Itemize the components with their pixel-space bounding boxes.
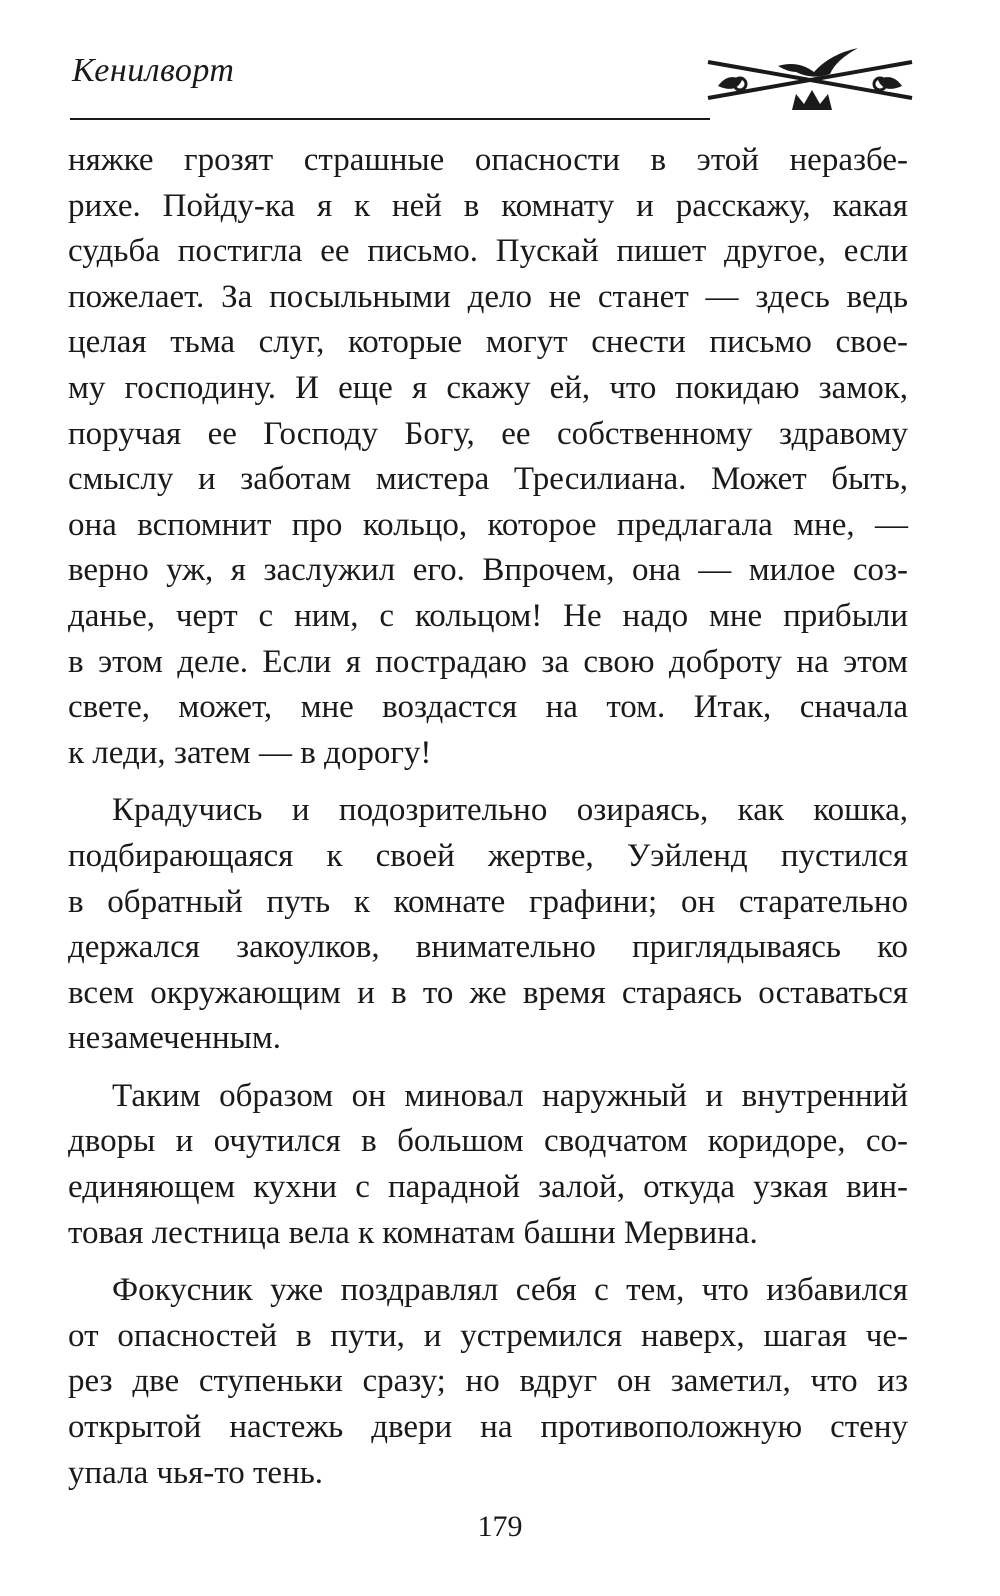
text-line: Таким образом он миновал наружный и внутренний [112,1077,908,1114]
header-rule [70,118,710,120]
text-line: к леди, затем — в дорогу! [68,734,432,771]
text-line: дворы и очутился в большом сводчатом коридоре, со- [68,1123,908,1160]
text-line: держался закоулков, внимательно приглядываясь ко [68,929,908,966]
text-line: свете, может, мне воздастся на том. Итак, сначала [68,689,908,726]
paragraph-2 [68,788,908,1062]
text-line: единяющем кухни с парадной залой, откуда узкая вин- [68,1169,908,1206]
text-line: незамеченным. [68,1020,281,1057]
text-line: рихе. Пойду-ка я к ней в комнату и расскажу, какая [68,187,908,224]
text-line: няжке грозят страшные опасности в этой неразбе- [68,142,908,178]
page-number: 179 [477,1510,523,1543]
crossed-swords-icon [708,62,912,98]
text-line: судьба постигла ее письмо. Пускай пишет другое, если [68,233,908,270]
text-line: рез две ступеньки сразу; но вдруг он заметил, что из [68,1363,908,1400]
text-line: в обратный путь к комнате графини; он старательно [68,883,908,920]
header-ornament [700,40,920,130]
paragraph-4 [68,1268,908,1496]
text-line: товая лестница вела к комнатам башни Мервина. [68,1214,758,1251]
text-line: поручая ее Господу Богу, ее собственному здравому [68,415,908,452]
paragraph-1 [68,138,908,776]
text-line: данье, черт с ним, с кольцом! Не надо мне прибыли [68,597,908,634]
text-line: она вспомнит про кольцо, которое предлагала мне, — [68,506,908,543]
text-line: смыслу и заботам мистера Тресилиана. Может быть, [68,461,908,498]
text-line: Крадучись и подозрительно озираясь, как кошка, [112,792,908,829]
text-line: открытой настежь двери на противоположную стену [68,1409,908,1446]
running-header-title: Кенилворт [72,52,235,89]
text-line: пожелает. За посыльными дело не станет — здесь ведь [68,278,908,315]
text-line: верно уж, я заслужил его. Впрочем, она — милое соз- [68,552,908,589]
text-line: от опасностей в пути, и устремился наверх, шагая че- [68,1317,908,1354]
crown-icon [792,90,832,110]
text-line: целая тьма слуг, которые могут снести письмо свое- [68,324,908,361]
text-line: му господину. И еще я скажу ей, что покидаю замок, [68,369,908,406]
text-line: упала чья-то тень. [68,1454,324,1491]
text-line: Фокусник уже поздравлял себя с тем, что избавился [112,1272,908,1309]
body-text [68,138,908,1496]
text-line: подбирающаяся к своей жертве, Уэйленд пустился [68,837,908,874]
paragraph-3 [68,1074,908,1256]
text-line: в этом деле. Если я пострадаю за свою доброту на этом [68,643,908,680]
text-line: всем окружающим и в то же время стараясь оставаться [68,974,908,1011]
